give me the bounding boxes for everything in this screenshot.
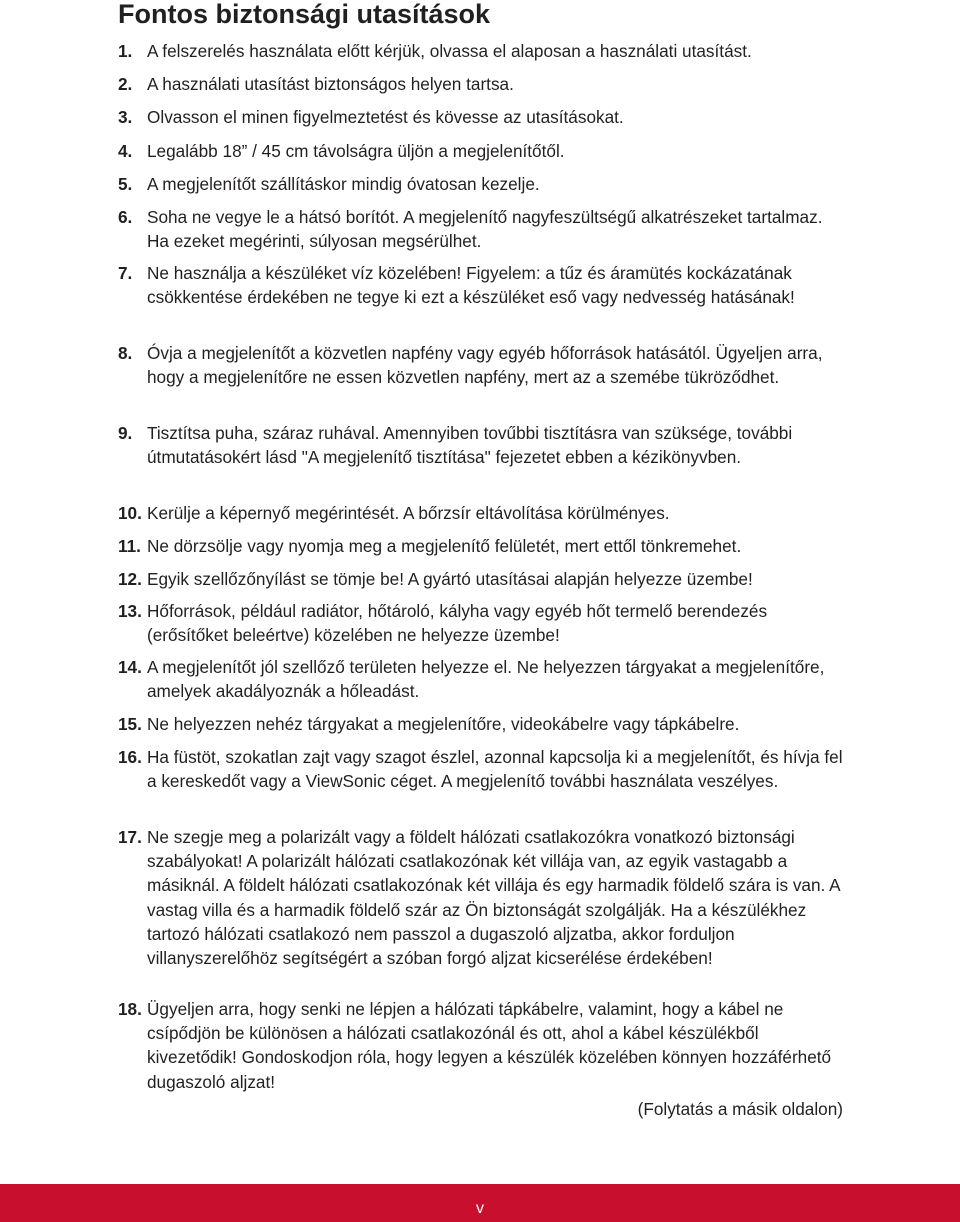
item-number: 11. [118, 536, 141, 556]
list-item [118, 341, 848, 389]
list-item [118, 105, 848, 129]
list-item [118, 172, 848, 196]
item-text: A megjelenítőt szállításkor mindig óvatosan kezelje. [147, 174, 540, 194]
item-number: 7. [118, 263, 133, 283]
item-text: Ne használja a készüléket víz közelében! Figyelem: a tűz és áramütés kockázatának csökkentése érdekében ne tegye ki ezt a készüléket eső vagy nedvesség hatásának! [147, 263, 795, 308]
item-number: 18. [118, 999, 142, 1019]
list-item [118, 72, 848, 96]
item-number: 12. [118, 569, 142, 589]
list-item [118, 997, 848, 1094]
item-text: Olvasson el minen figyelmeztetést és kövesse az utasításokat. [147, 107, 624, 127]
item-text: A használati utasítást biztonságos helyen tartsa. [147, 74, 514, 94]
item-text: A felszerelés használata előtt kérjük, olvassa el alaposan a használati utasítást. [147, 41, 752, 61]
item-text: A megjelenítőt jól szellőző területen helyezze el. Ne helyezzen tárgyakat a megjelenítőre, amelyek akadályoznák a hőleadást. [147, 657, 825, 702]
item-number: 9. [118, 423, 133, 443]
item-number: 2. [118, 74, 133, 94]
item-number: 5. [118, 174, 133, 194]
page-number: v [476, 1200, 484, 1217]
list-item [118, 567, 848, 591]
list-item [118, 599, 848, 647]
item-number: 10. [118, 503, 142, 523]
item-text: Hőforrások, például radiátor, hőtároló, kályha vagy egyéb hőt termelő berendezés (erősítőket beleértve) közelében ne helyezze üzembe! [147, 601, 768, 646]
item-text: Legalább 18” / 45 cm távolságra üljön a megjelenítőtől. [147, 141, 565, 161]
item-text: Soha ne vegye le a hátsó borítót. A megjelenítő nagyfeszültségű alkatrészeket tartalmaz. Ha ezeket megérinti, súlyosan megsérülhet. [147, 207, 823, 252]
item-number: 14. [118, 657, 142, 677]
item-text: Egyik szellőzőnyílást se tömje be! A gyártó utasításai alapján helyezze üzembe! [147, 569, 753, 589]
item-text: Ne szegje meg a polarizált vagy a földelt hálózati csatlakozókra vonatkozó biztonsági szabályokat! A polarizált hálózati csatlakozónak két villája van, az egyik vastagabb a másiknál. A földelt hálózati csatlakozónak két villája és egy harmadik földelő szára is van. A vastag villa és a harmadik földelő szár az Ön biztonságát szolgálják. Ha a készülékhez tartozó hálózati csatlakozó nem passzol a dugaszoló aljzatba, akkor forduljon villanyszerelőhöz segítségért a szóban forgó aljzat kicserélése érdekében! [147, 827, 840, 969]
item-number: 8. [118, 343, 133, 363]
list-item [118, 534, 848, 558]
list-item [118, 655, 848, 703]
item-text: Ne dörzsölje vagy nyomja meg a megjelenítő felületét, mert ettől tönkremehet. [147, 536, 742, 556]
item-number: 4. [118, 141, 133, 161]
item-number: 17. [118, 827, 142, 847]
item-number: 1. [118, 41, 133, 61]
item-text: Kerülje a képernyő megérintését. A bőrzsír eltávolítása körülményes. [147, 503, 670, 523]
item-text: Ha füstöt, szokatlan zajt vagy szagot észlel, azonnal kapcsolja ki a megjelenítőt, és hívja fel a kereskedőt vagy a ViewSonic céget. A megjelenítő további használata veszélyes. [147, 747, 843, 792]
continued-note: (Folytatás a másik oldalon) [637, 1099, 843, 1119]
item-number: 15. [118, 714, 142, 734]
item-text: Ne helyezzen nehéz tárgyakat a megjelenítőre, videokábelre vagy tápkábelre. [147, 714, 740, 734]
item-number: 13. [118, 601, 142, 621]
list-item [118, 745, 848, 793]
list-item [118, 501, 848, 525]
item-text: Óvja a megjelenítőt a közvetlen napfény vagy egyéb hőforrások hatásától. Ügyeljen arra, hogy a megjelenítőre ne essen közvetlen napfény, mert az a szemébe tükröződhet. [147, 343, 823, 388]
footer-bar [0, 1184, 960, 1222]
item-number: 3. [118, 107, 133, 127]
list-item [118, 421, 848, 469]
list-item [118, 712, 848, 736]
item-number: 16. [118, 747, 142, 767]
list-item [118, 39, 848, 63]
item-text: Ügyeljen arra, hogy senki ne lépjen a hálózati tápkábelre, valamint, hogy a kábel ne csípődjön be különösen a hálózati csatlakozónál és ott, ahol a kábel készülékből kivezetődik! Gondoskodjon róla, hogy legyen a készülék közelében könnyen hozzáférhető dugaszoló aljzat! [147, 999, 832, 1092]
item-text: Tisztítsa puha, száraz ruhával. Amennyiben tovűbbi tisztításra van szüksége, további útmutatásokért lásd "A megjelenítő tisztítása" fejezetet ebben a kézikönyvben. [147, 423, 793, 468]
page-title: Fontos biztonsági utasítások [118, 0, 491, 29]
list-item [118, 205, 848, 253]
list-item [118, 139, 848, 163]
item-number: 6. [118, 207, 133, 227]
list-item [118, 261, 848, 309]
list-item [118, 825, 848, 970]
